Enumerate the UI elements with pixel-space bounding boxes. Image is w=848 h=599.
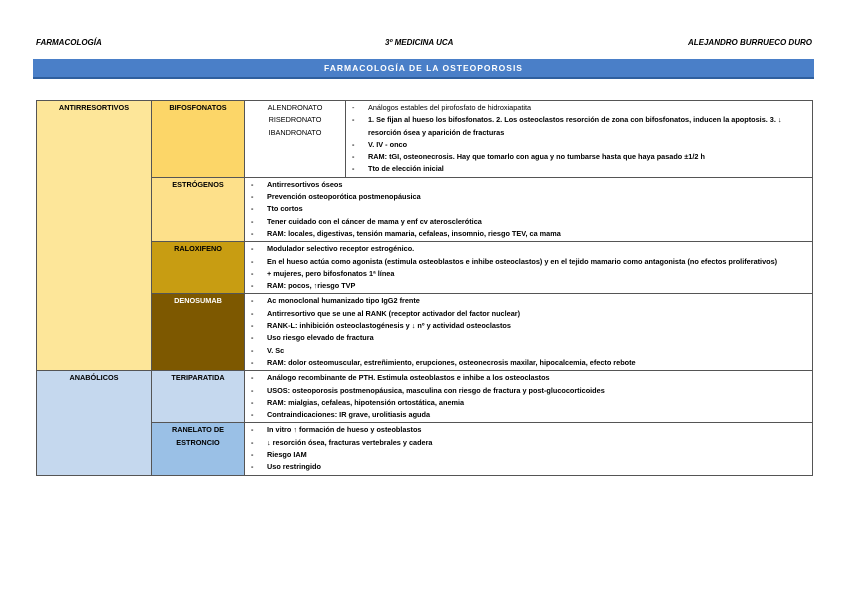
table-row — [37, 423, 813, 475]
drug-class-teriparatida: TERIPARATIDA — [152, 371, 245, 423]
list-item: - En el hueso actúa como agonista (estimula osteoblastos e inhibe osteoclastos) y en el tejido mamario como antagonista (no efectos proliferativos) — [247, 256, 810, 268]
list-item: - RAM: pocos, ↑riesgo TVP — [247, 280, 810, 292]
list-item: - Modulador selectivo receptor estrogénico. — [247, 243, 810, 255]
drug-class-raloxifeno: RALOXIFENO — [152, 242, 245, 294]
list-item: - V. IV - onco — [348, 139, 810, 151]
table-row — [37, 294, 813, 371]
category-anabolicos: ANABÓLICOS — [37, 371, 152, 475]
teriparatida-notes — [245, 371, 813, 423]
list-item: - Contraindicaciones: IR grave, urolitiasis aguda — [247, 409, 810, 421]
list-item: - Riesgo IAM — [247, 449, 810, 461]
list-item: - RAM: locales, digestivas, tensión mamaria, cefaleas, insomnio, riesgo TEV, ca mama — [247, 228, 810, 240]
drug-class-label-line: RANELATO DE — [171, 425, 225, 435]
table-row — [37, 177, 813, 241]
header-course: 3º MEDICINA UCA — [385, 38, 454, 47]
list-item: - Tener cuidado con el cáncer de mama y enf cv aterosclerótica — [247, 216, 810, 228]
table-row — [37, 242, 813, 294]
list-item: - Prevención osteoporótica postmenopáusica — [247, 191, 810, 203]
drug-class-estrogenos: ESTRÓGENOS — [152, 177, 245, 241]
drug-class-ranelato-estroncio — [152, 423, 245, 475]
table-row — [37, 371, 813, 423]
list-item: - ↓ resorción ósea, fracturas vertebrales y cadera — [247, 437, 810, 449]
header-author: ALEJANDRO BURRUECO DURO — [687, 38, 812, 47]
drug-class-denosumab: DENOSUMAB — [152, 294, 245, 371]
bifosfonatos-notes — [346, 101, 813, 178]
drug-class-label-line: ESTRONCIO — [176, 437, 220, 447]
drug-class-bifosfonatos: BIFOSFONATOS — [152, 101, 245, 178]
list-item: - Tto cortos — [247, 203, 810, 215]
list-item: - USOS: osteoporosis postmenopáusica, masculina con riesgo de fractura y post-glucocorticoides — [247, 385, 810, 397]
osteoporosis-table — [36, 100, 813, 476]
drug-name: ALENDRONATO — [267, 103, 323, 112]
list-item: - 1. Se fijan al hueso los bifosfonatos. 2. Los osteoclastos resorción de zona con bifosfonatos, inducen la apoptosis. 3. ↓ resorción ósea y aparición de fracturas — [348, 114, 810, 139]
header-subject: FARMACOLOGÍA — [36, 38, 102, 47]
list-item: - RAM: mialgias, cefaleas, hipotensión ortostática, anemia — [247, 397, 810, 409]
denosumab-notes — [245, 294, 813, 371]
list-item: - Análogos estables del pirofosfato de hidroxiapatita — [348, 102, 810, 114]
list-item: - Antirresortivos óseos — [247, 179, 810, 191]
ranelato-notes — [245, 423, 813, 475]
list-item: - In vitro ↑ formación de hueso y osteoblastos — [247, 424, 810, 436]
bifosfonatos-drug-list — [245, 101, 346, 178]
list-item: - Uso restringido — [247, 461, 810, 473]
list-item: - Antirresortivo que se une al RANK (receptor activador del factor nuclear) — [247, 308, 810, 320]
table-row — [37, 101, 813, 178]
list-item: - V. Sc — [247, 345, 810, 357]
list-item: - RAM: tGI, osteonecrosis. Hay que tomarlo con agua y no tumbarse hasta que haya pasado ±1/2 h — [348, 151, 810, 163]
list-item: - Ac monoclonal humanizado tipo IgG2 frente — [247, 295, 810, 307]
raloxifeno-notes — [245, 242, 813, 294]
list-item: - Uso riesgo elevado de fractura — [247, 332, 810, 344]
list-item: - Análogo recombinante de PTH. Estimula osteoblastos e inhibe a los osteoclastos — [247, 372, 810, 384]
category-antirresortivos: ANTIRRESORTIVOS — [37, 101, 152, 371]
list-item: - RAM: dolor osteomuscular, estreñimiento, erupciones, osteonecrosis maxilar, hipocalcemia, efecto rebote — [247, 357, 810, 369]
page-title-banner: FARMACOLOGÍA DE LA OSTEOPOROSIS — [33, 59, 814, 77]
list-item: - RANK-L: inhibición osteoclastogénesis y ↓ nº y actividad osteoclastos — [247, 320, 810, 332]
estrogenos-notes — [245, 177, 813, 241]
list-item: - + mujeres, pero bifosfonatos 1ª línea — [247, 268, 810, 280]
drug-name: RISEDRONATO — [268, 115, 322, 125]
list-item: - Tto de elección inicial — [348, 163, 810, 175]
drug-name: IBANDRONATO — [268, 127, 322, 137]
